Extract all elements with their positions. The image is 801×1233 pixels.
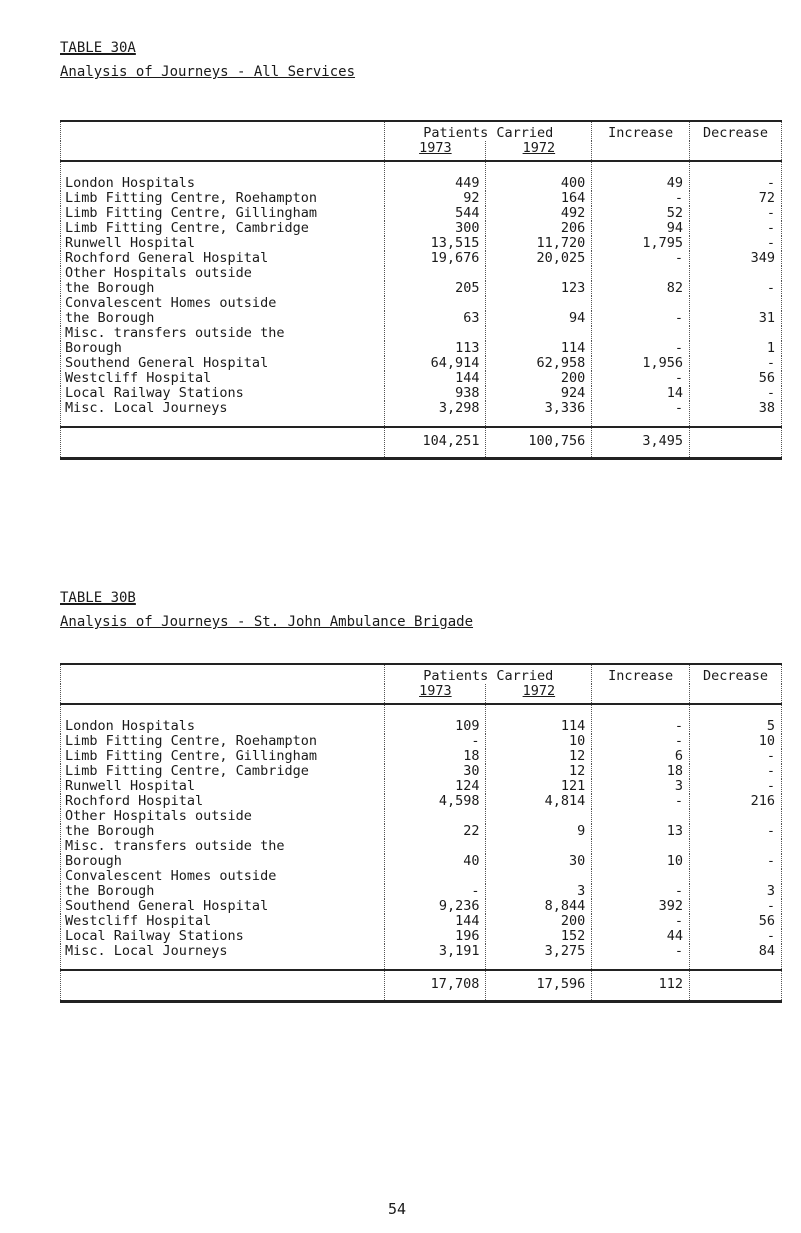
row-label: Borough (61, 341, 385, 356)
row-label: the Borough (61, 311, 385, 326)
row-label-first-line: Other Hospitals outside (61, 809, 385, 824)
table-row-label-line (61, 809, 782, 824)
cell-decrease: 56 (689, 914, 781, 929)
row-label: London Hospitals (61, 704, 385, 734)
page-number: 54 (388, 1200, 407, 1218)
table-row (61, 311, 782, 326)
table-row (61, 371, 782, 386)
row-label: the Borough (61, 884, 385, 899)
cell-1973: 196 (385, 929, 486, 944)
cell-1972: 123 (486, 281, 592, 296)
row-label: Rochford General Hospital (61, 251, 385, 266)
cell-decrease: 56 (689, 371, 781, 386)
cell-1972: 924 (486, 386, 592, 401)
row-label: Runwell Hospital (61, 236, 385, 251)
table-row (61, 734, 782, 749)
table-row (61, 341, 782, 356)
table-row (61, 779, 782, 794)
table-b-body (61, 704, 782, 970)
table-row (61, 236, 782, 251)
table-row-label-line (61, 266, 782, 281)
cell-increase: - (592, 884, 690, 899)
cell-increase: - (592, 401, 690, 427)
cell-1973: 63 (385, 311, 486, 326)
row-label: Limb Fitting Centre, Cambridge (61, 221, 385, 236)
cell-1972: 152 (486, 929, 592, 944)
table-row (61, 749, 782, 764)
cell-1972: 3,275 (486, 944, 592, 970)
cell-increase: - (592, 251, 690, 266)
table-a-year-row (61, 141, 782, 161)
cell-decrease: - (689, 356, 781, 371)
table-b (60, 663, 782, 1003)
cell-decrease: 5 (689, 704, 781, 734)
cell-increase: - (592, 371, 690, 386)
cell-1973: 124 (385, 779, 486, 794)
cell-1972: 30 (486, 854, 592, 869)
table-row-label-line (61, 296, 782, 311)
cell-1973: 22 (385, 824, 486, 839)
cell-1972: 114 (486, 704, 592, 734)
row-label-first-line: Convalescent Homes outside (61, 869, 385, 884)
cell-1973: 19,676 (385, 251, 486, 266)
table-b-total-increase: 112 (592, 970, 690, 1002)
row-label-first-line: Misc. transfers outside the (61, 326, 385, 341)
cell-1972: 12 (486, 764, 592, 779)
table-row (61, 704, 782, 734)
table-row (61, 281, 782, 296)
table-a-header-1973: 1973 (419, 140, 452, 156)
cell-1972: 164 (486, 191, 592, 206)
table-row (61, 401, 782, 427)
cell-1973: 4,598 (385, 794, 486, 809)
cell-1972: 200 (486, 914, 592, 929)
table-row (61, 251, 782, 266)
cell-1973: 205 (385, 281, 486, 296)
cell-decrease: 84 (689, 944, 781, 970)
cell-1973: 92 (385, 191, 486, 206)
cell-1972: 94 (486, 311, 592, 326)
cell-decrease: - (689, 824, 781, 839)
table-row (61, 944, 782, 970)
cell-1973: 300 (385, 221, 486, 236)
cell-1972: 9 (486, 824, 592, 839)
table-a-header-increase: Increase (592, 121, 690, 141)
table-b-title-block (60, 590, 473, 630)
cell-1972: 114 (486, 341, 592, 356)
cell-decrease: - (689, 779, 781, 794)
cell-1973: 938 (385, 386, 486, 401)
table-a-total-row (61, 427, 782, 459)
row-label: Misc. Local Journeys (61, 944, 385, 970)
table-b-header-patients-carried: Patients Carried (385, 664, 592, 684)
table-b-total-1972: 17,596 (486, 970, 592, 1002)
table-b-header-1972: 1972 (522, 683, 556, 699)
cell-1973: 30 (385, 764, 486, 779)
cell-decrease: 38 (689, 401, 781, 427)
cell-decrease: - (689, 899, 781, 914)
cell-1973: 144 (385, 371, 486, 386)
cell-decrease: 31 (689, 311, 781, 326)
table-row (61, 929, 782, 944)
table-a-header-1972: 1972 (522, 140, 556, 156)
table-row (61, 764, 782, 779)
cell-increase: 14 (592, 386, 690, 401)
table-row (61, 794, 782, 809)
cell-1972: 3 (486, 884, 592, 899)
cell-increase: - (592, 704, 690, 734)
cell-1973: - (385, 734, 486, 749)
cell-decrease: 3 (689, 884, 781, 899)
cell-1972: 206 (486, 221, 592, 236)
cell-increase: 1,795 (592, 236, 690, 251)
cell-1973: - (385, 884, 486, 899)
row-label-first-line: Other Hospitals outside (61, 266, 385, 281)
cell-decrease: - (689, 764, 781, 779)
table-b-total-row (61, 970, 782, 1002)
cell-decrease: - (689, 929, 781, 944)
cell-1972: 4,814 (486, 794, 592, 809)
cell-increase: 1,956 (592, 356, 690, 371)
cell-decrease: 72 (689, 191, 781, 206)
row-label: the Borough (61, 824, 385, 839)
row-label: Limb Fitting Centre, Roehampton (61, 191, 385, 206)
cell-1972: 400 (486, 161, 592, 191)
cell-decrease: 216 (689, 794, 781, 809)
row-label: London Hospitals (61, 161, 385, 191)
cell-decrease: 10 (689, 734, 781, 749)
cell-1973: 18 (385, 749, 486, 764)
cell-1973: 144 (385, 914, 486, 929)
cell-1973: 13,515 (385, 236, 486, 251)
cell-increase: 6 (592, 749, 690, 764)
table-b-heading: TABLE 30B (60, 590, 136, 606)
cell-1973: 64,914 (385, 356, 486, 371)
cell-increase: 49 (592, 161, 690, 191)
cell-increase: 44 (592, 929, 690, 944)
table-row (61, 161, 782, 191)
table-a-header-patients-carried: Patients Carried (385, 121, 592, 141)
cell-increase: - (592, 734, 690, 749)
table-row (61, 914, 782, 929)
row-label: Local Railway Stations (61, 929, 385, 944)
table-row-label-line (61, 869, 782, 884)
cell-1972: 62,958 (486, 356, 592, 371)
cell-increase: 82 (592, 281, 690, 296)
cell-increase: 52 (592, 206, 690, 221)
row-label: Westcliff Hospital (61, 914, 385, 929)
row-label: Rochford Hospital (61, 794, 385, 809)
table-a (60, 120, 782, 460)
cell-increase: 18 (592, 764, 690, 779)
table-row (61, 386, 782, 401)
row-label: Southend General Hospital (61, 356, 385, 371)
cell-1973: 113 (385, 341, 486, 356)
cell-1973: 449 (385, 161, 486, 191)
cell-decrease: - (689, 386, 781, 401)
table-a-subheading: Analysis of Journeys - All Services (60, 64, 356, 80)
row-label: Southend General Hospital (61, 899, 385, 914)
table-a-title-block (60, 40, 355, 80)
cell-decrease: - (689, 749, 781, 764)
table-row (61, 356, 782, 371)
row-label: the Borough (61, 281, 385, 296)
row-label: Misc. Local Journeys (61, 401, 385, 427)
table-row (61, 854, 782, 869)
cell-1973: 9,236 (385, 899, 486, 914)
table-b-header-decrease: Decrease (689, 664, 781, 684)
row-label: Limb Fitting Centre, Roehampton (61, 734, 385, 749)
row-label: Runwell Hospital (61, 779, 385, 794)
cell-decrease: - (689, 206, 781, 221)
table-a-header-row (61, 121, 782, 141)
cell-increase: - (592, 914, 690, 929)
cell-1972: 12 (486, 749, 592, 764)
cell-1973: 40 (385, 854, 486, 869)
cell-decrease: - (689, 281, 781, 296)
table-b-year-row (61, 684, 782, 704)
table-a-total-1973: 104,251 (385, 427, 486, 459)
row-label: Borough (61, 854, 385, 869)
table-row (61, 221, 782, 236)
cell-increase: - (592, 944, 690, 970)
cell-1972: 8,844 (486, 899, 592, 914)
row-label: Westcliff Hospital (61, 371, 385, 386)
row-label-first-line: Misc. transfers outside the (61, 839, 385, 854)
table-row (61, 824, 782, 839)
table-a-total-increase: 3,495 (592, 427, 690, 459)
table-a-total-decrease (689, 427, 781, 459)
table-row-label-line (61, 326, 782, 341)
cell-decrease: - (689, 236, 781, 251)
table-b-header-1973: 1973 (419, 683, 452, 699)
table-a-body (61, 161, 782, 427)
cell-increase: - (592, 311, 690, 326)
cell-1973: 544 (385, 206, 486, 221)
cell-1973: 3,298 (385, 401, 486, 427)
cell-1972: 11,720 (486, 236, 592, 251)
cell-1972: 10 (486, 734, 592, 749)
table-b-header-row (61, 664, 782, 684)
cell-1972: 20,025 (486, 251, 592, 266)
row-label: Limb Fitting Centre, Cambridge (61, 764, 385, 779)
cell-decrease: - (689, 221, 781, 236)
cell-1972: 200 (486, 371, 592, 386)
table-row-label-line (61, 839, 782, 854)
table-b-subheading: Analysis of Journeys - St. John Ambulance Brigade (60, 614, 474, 630)
row-label-first-line: Convalescent Homes outside (61, 296, 385, 311)
cell-increase: - (592, 341, 690, 356)
cell-decrease: 1 (689, 341, 781, 356)
cell-increase: 3 (592, 779, 690, 794)
table-a-heading: TABLE 30A (60, 40, 136, 56)
row-label: Limb Fitting Centre, Gillingham (61, 749, 385, 764)
cell-1972: 492 (486, 206, 592, 221)
table-a-header-decrease: Decrease (689, 121, 781, 141)
cell-decrease: - (689, 161, 781, 191)
row-label: Local Railway Stations (61, 386, 385, 401)
cell-increase: - (592, 794, 690, 809)
table-b-header-increase: Increase (592, 664, 690, 684)
table-row (61, 884, 782, 899)
cell-increase: 13 (592, 824, 690, 839)
table-row (61, 206, 782, 221)
cell-1973: 3,191 (385, 944, 486, 970)
cell-increase: 94 (592, 221, 690, 236)
cell-increase: - (592, 191, 690, 206)
cell-decrease: 349 (689, 251, 781, 266)
cell-increase: 392 (592, 899, 690, 914)
cell-1972: 3,336 (486, 401, 592, 427)
cell-1973: 109 (385, 704, 486, 734)
row-label: Limb Fitting Centre, Gillingham (61, 206, 385, 221)
table-b-total-1973: 17,708 (385, 970, 486, 1002)
table-row (61, 191, 782, 206)
table-row (61, 899, 782, 914)
table-a-total-1972: 100,756 (486, 427, 592, 459)
cell-decrease: - (689, 854, 781, 869)
cell-increase: 10 (592, 854, 690, 869)
table-b-total-decrease (689, 970, 781, 1002)
cell-1972: 121 (486, 779, 592, 794)
